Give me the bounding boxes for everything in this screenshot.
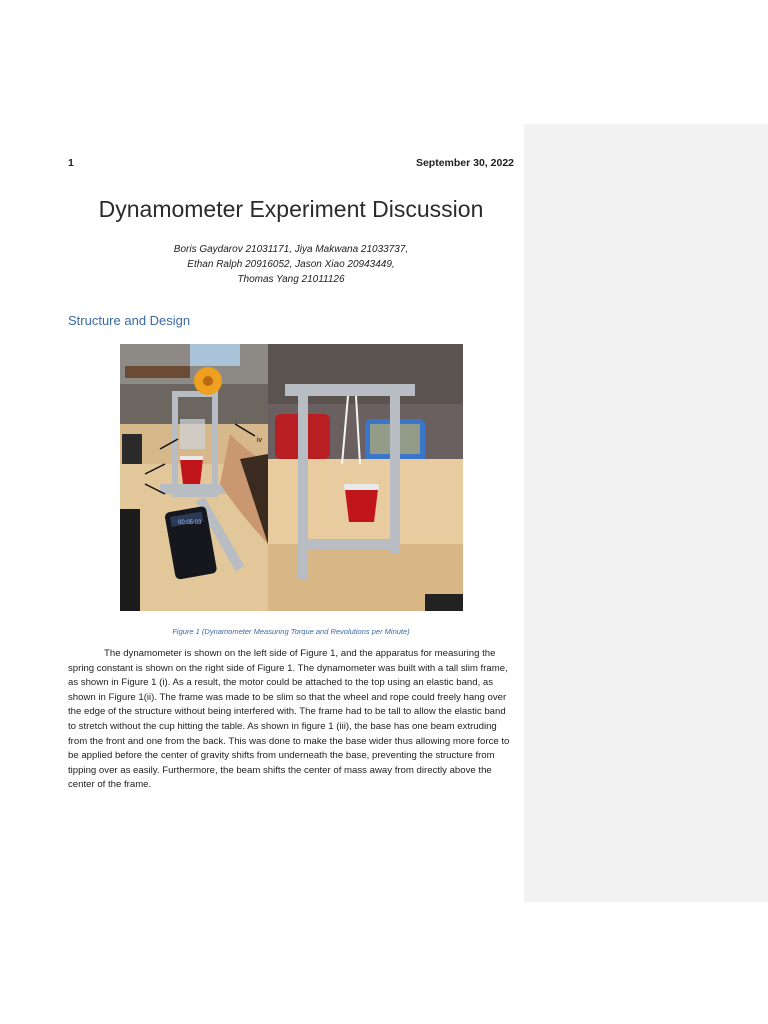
author-line: Thomas Yang 21011126 xyxy=(237,274,345,285)
figure-1-photo xyxy=(120,344,463,611)
body-paragraph: The dynamometer is shown on the left side of Figure 1, and the apparatus for measuring the spring constant is shown on the right side of Figure 1. The dynamometer was built with a tall slim frame, as shown in Figure 1 (i). As a result, the motor could be attached to the top using an elastic band, as shown in Figure 1(ii). The frame was made to be slim so that the wheel and rope could freely hang over the edge of the structure without being interfered with. The frame had to be tall to allow the elastic band to stretch without the cup hitting the table. As shown in figure 1 (iii), the base has one beam extruding from the front and one from the back. This was done to make the base wider thus allowing more force to be applied before the center of gravity shifts from underneath the base, preventing the structure from tipping over as easily. Furthermore, the beam shifts the center of mass away from directly above the center of the frame. xyxy=(68,648,510,791)
author-list xyxy=(68,242,514,287)
page-number: 1 xyxy=(68,157,74,169)
left-photo-dynamometer xyxy=(120,344,268,611)
figure-annotation-label: iv xyxy=(257,437,263,444)
body-text xyxy=(68,647,514,793)
author-line: Ethan Ralph 20916052, Jason Xiao 20943449, xyxy=(187,259,395,270)
header-date: September 30, 2022 xyxy=(415,157,514,169)
document-title: Dynamometer Experiment Discussion xyxy=(98,196,484,222)
figure-caption: Figure 1 (Dynamometer Measuring Torque and Revolutions per Minute) xyxy=(172,627,410,636)
right-photo-spring-apparatus xyxy=(268,344,463,611)
phone-timer-text: 00:05:03 xyxy=(178,520,202,526)
page-header xyxy=(68,157,514,173)
comment-pane xyxy=(524,124,768,902)
author-line: Boris Gaydarov 21031171, Jiya Makwana 21033737, xyxy=(173,244,409,255)
section-heading: Structure and Design xyxy=(68,313,191,328)
figure-photo-illustration xyxy=(120,344,463,611)
